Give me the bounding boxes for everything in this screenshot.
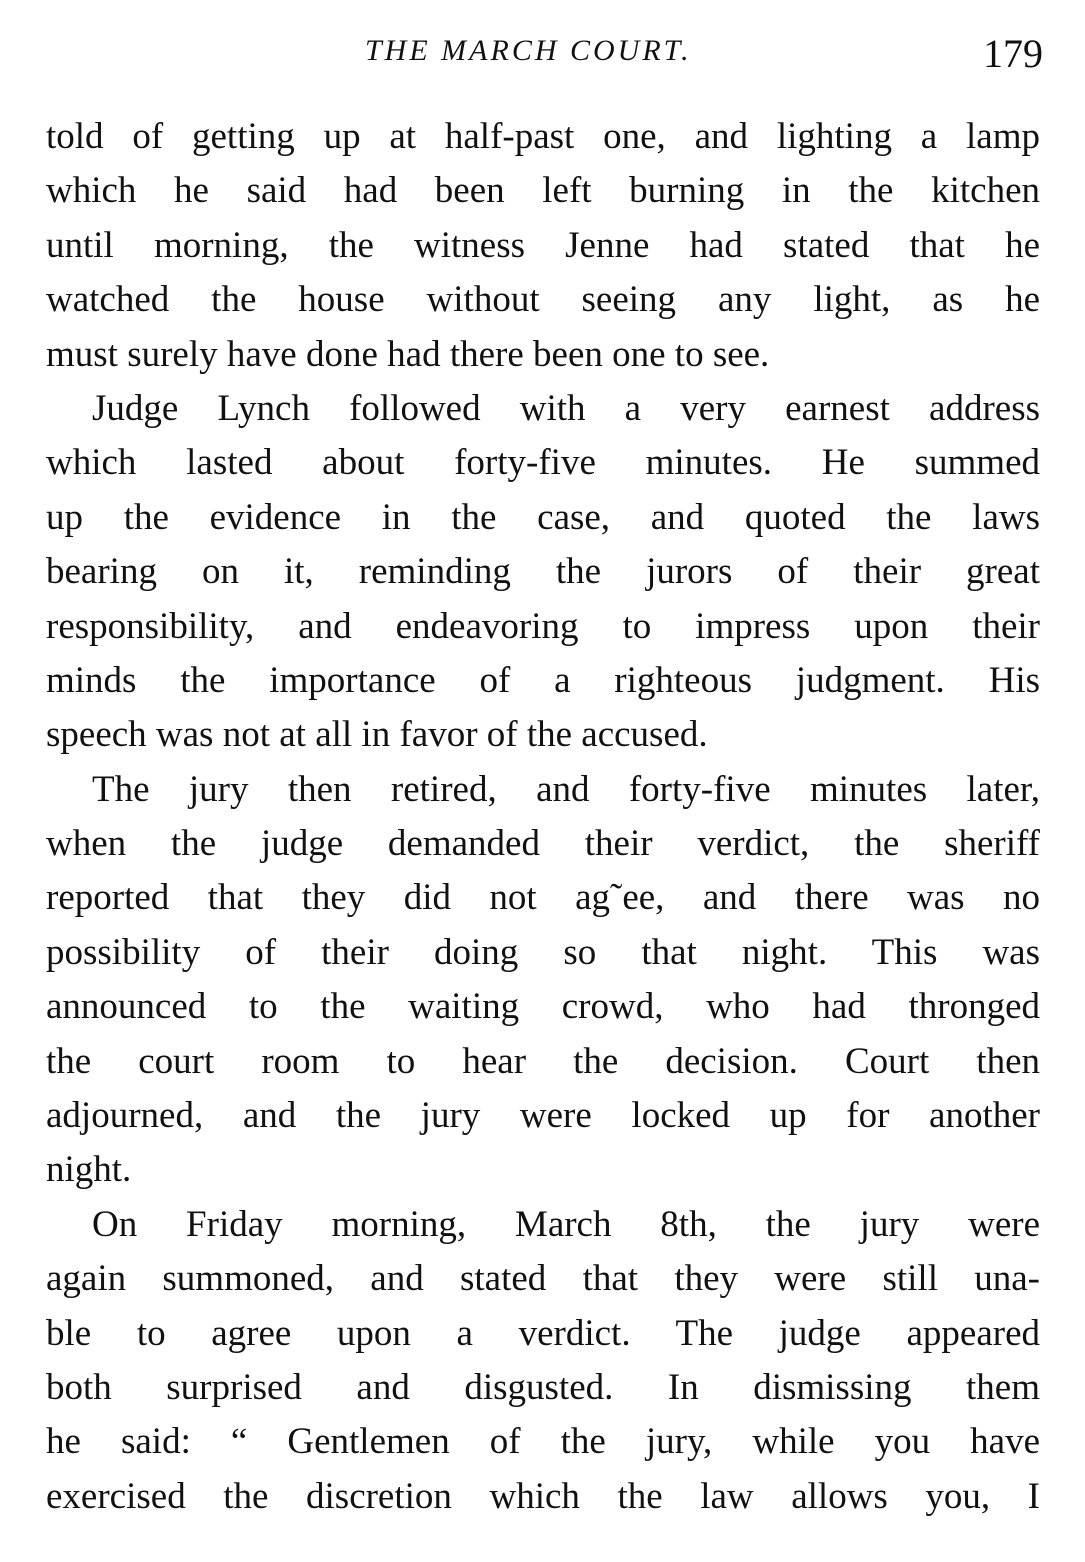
text-line: told of getting up at half-past one, and lighting a lamp: [46, 116, 1040, 157]
text-line: night.: [46, 1149, 132, 1191]
text-line: must surely have done had there been one to see.: [46, 333, 770, 375]
body-text: [46, 110, 1040, 1524]
text-line: up the evidence in the case, and quoted the laws: [46, 496, 1040, 538]
text-line: both surprised and disgusted. In dismissing them: [46, 1366, 1040, 1408]
running-head: [0, 30, 1085, 80]
text-line: which lasted about forty-five minutes. He summed: [46, 442, 1040, 484]
text-line: speech was not at all in favor of the accused.: [46, 714, 708, 756]
text-line: minds the importance of a righteous judgment. His: [46, 659, 1040, 701]
text-line: watched the house without seeing any light, as he: [46, 279, 1040, 321]
text-line: announced to the waiting crowd, who had thronged: [46, 986, 1040, 1028]
text-line: reported that they did not ag˜ee, and there was no: [46, 877, 1040, 919]
text-line: when the judge demanded their verdict, the sheriff: [46, 823, 1040, 865]
text-line: again summoned, and stated that they were still una-: [46, 1258, 1040, 1300]
text-line: until morning, the witness Jenne had stated that he: [46, 224, 1040, 266]
text-line: On Friday morning, March 8th, the jury were: [92, 1203, 1040, 1245]
page-number: 179: [983, 31, 1043, 76]
text-line: which he said had been left burning in the kitchen: [46, 170, 1040, 212]
text-line: Judge Lynch followed with a very earnest address: [92, 387, 1040, 429]
text-line: the court room to hear the decision. Court then: [46, 1040, 1040, 1082]
text-line: adjourned, and the jury were locked up for another: [46, 1095, 1040, 1137]
running-title: THE MARCH COURT.: [365, 34, 692, 67]
text-line: bearing on it, reminding the jurors of their great: [46, 551, 1040, 593]
text-line: responsibility, and endeavoring to impress upon their: [46, 605, 1040, 647]
text-line: ble to agree upon a verdict. The judge appeared: [46, 1312, 1040, 1354]
text-line: The jury then retired, and forty-five minutes later,: [92, 768, 1040, 810]
text-line: possibility of their doing so that night. This was: [46, 931, 1040, 973]
text-line: exercised the discretion which the law allows you, I: [46, 1475, 1040, 1517]
text-line: he said: “ Gentlemen of the jury, while you have: [46, 1421, 1040, 1463]
